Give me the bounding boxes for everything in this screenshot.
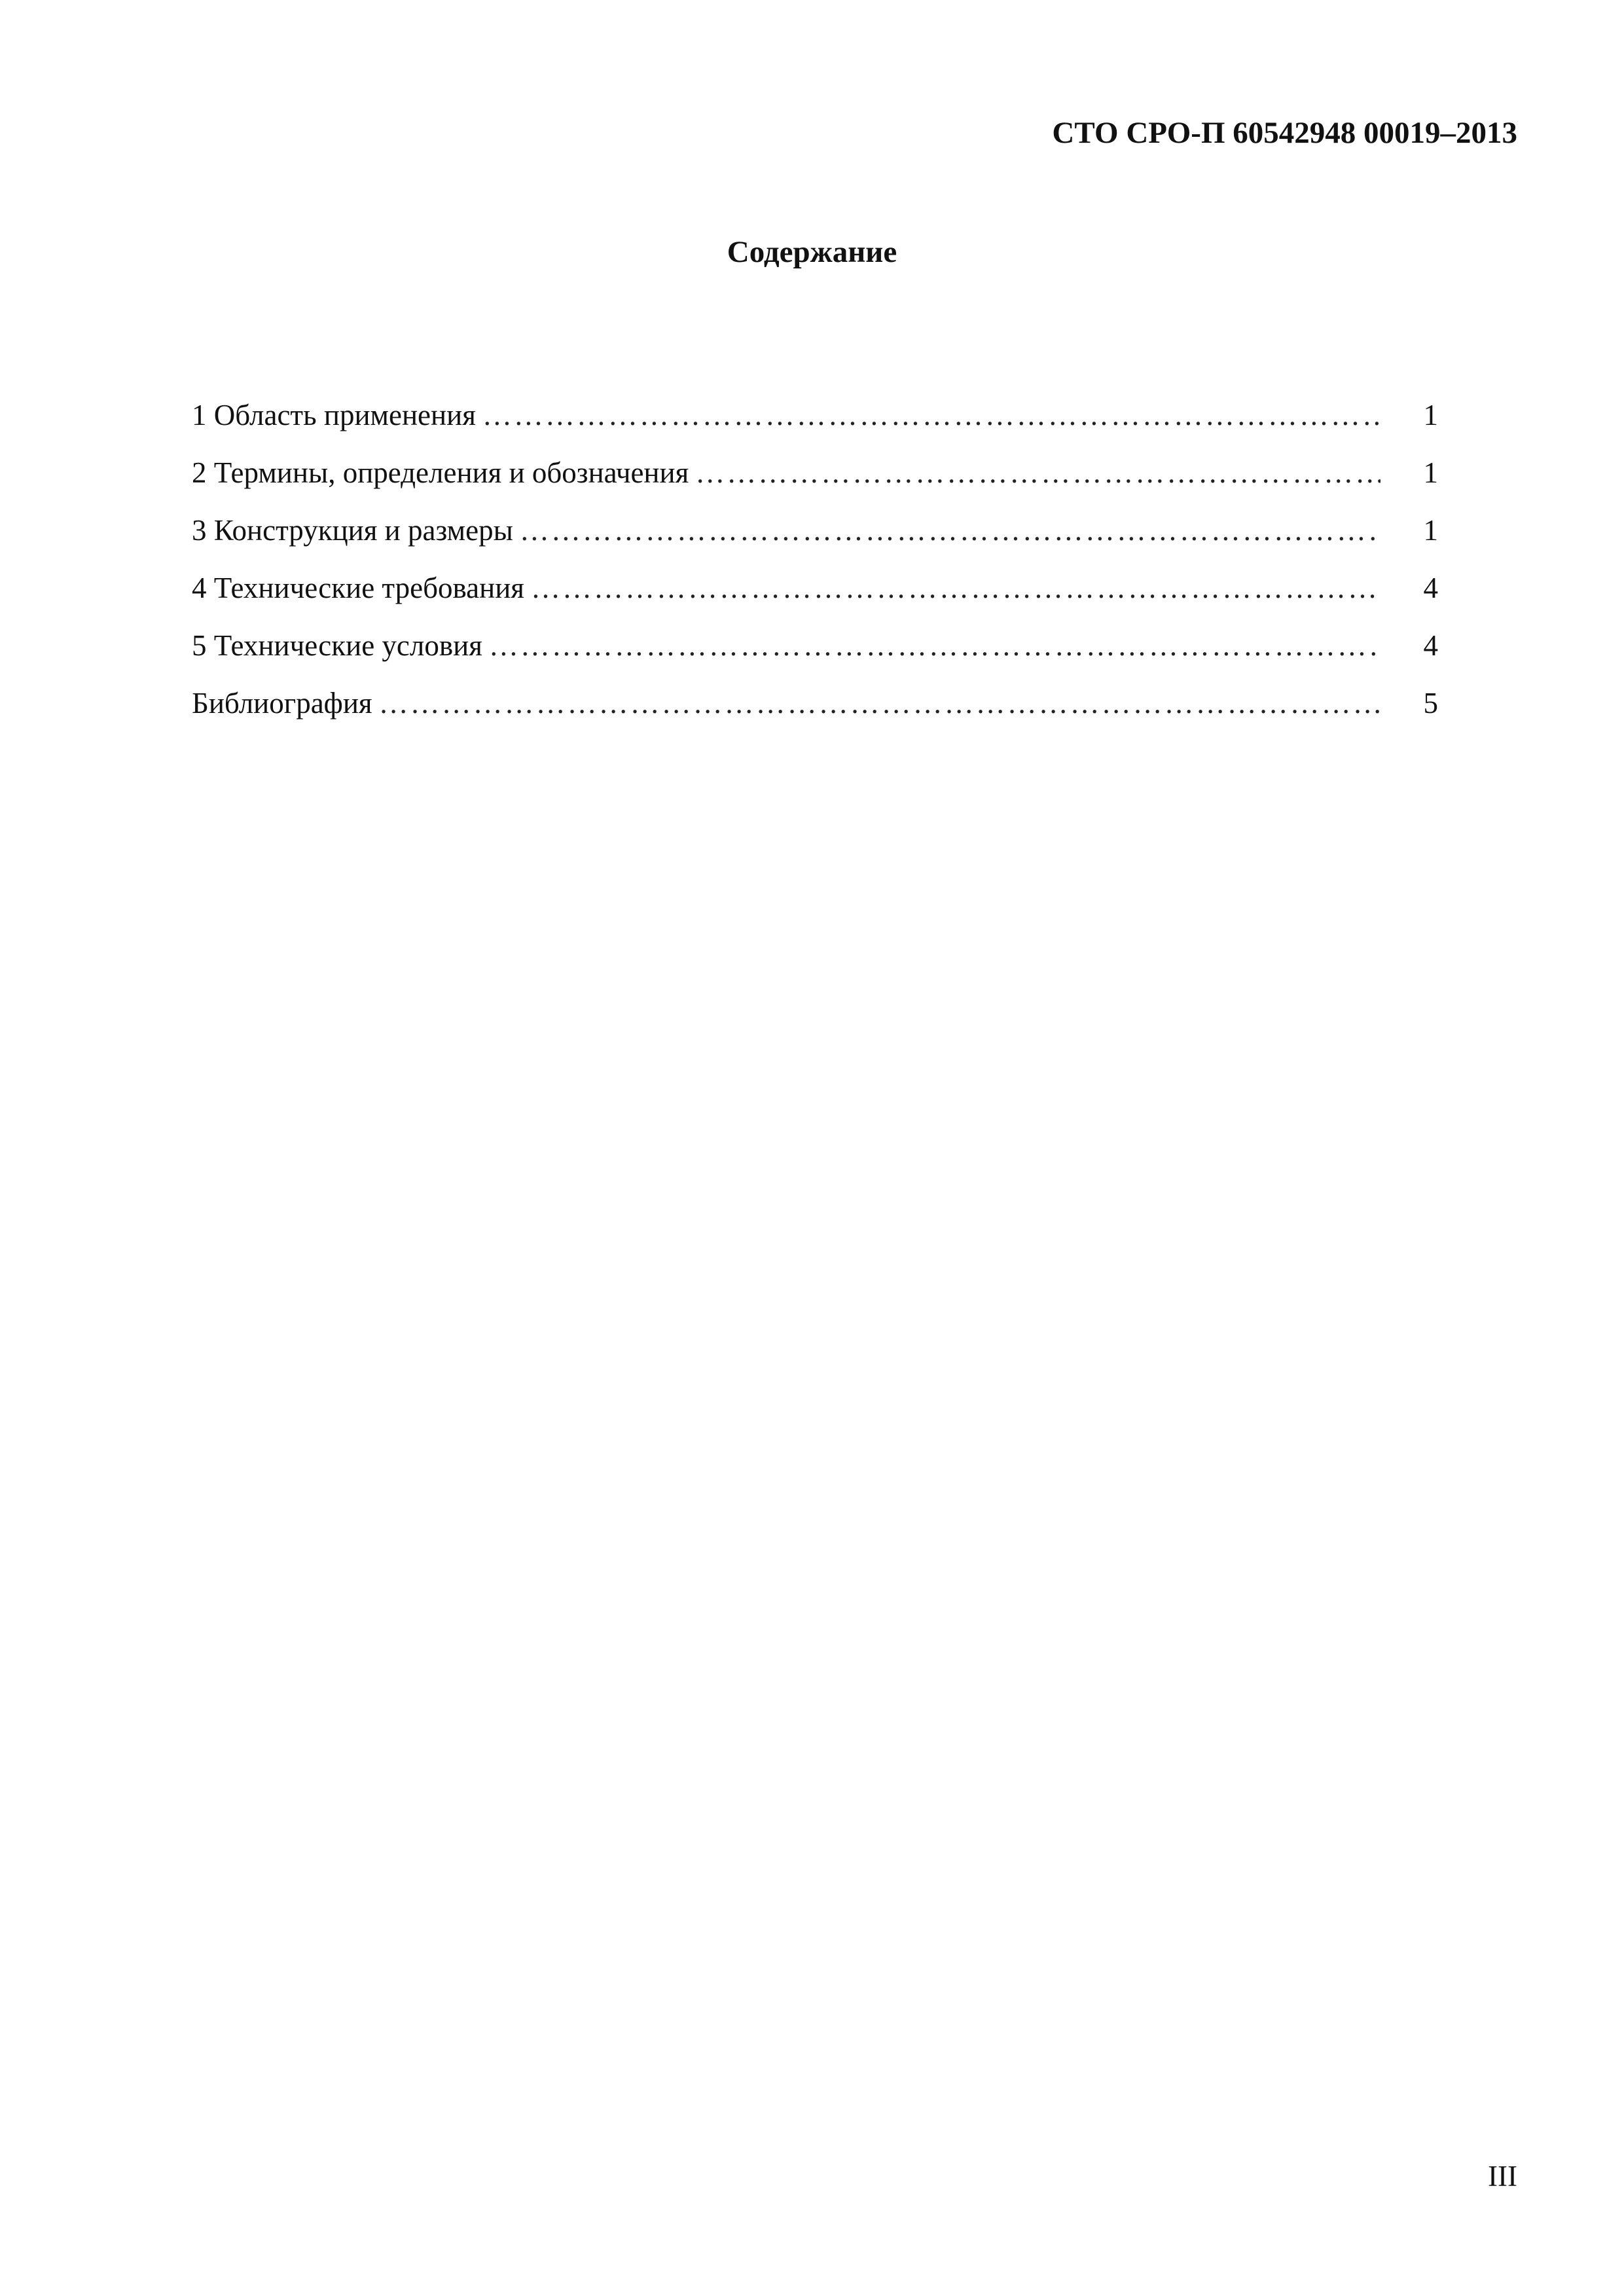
toc-list <box>192 401 1438 746</box>
toc-entry-page: 4 <box>1423 629 1438 662</box>
toc-entry-bibliography[interactable] <box>192 689 1438 746</box>
toc-entry-label: 2 Термины, определения и обозначения <box>192 456 689 489</box>
toc-entry-page: 5 <box>1423 687 1438 720</box>
toc-dot-leader <box>695 458 1380 488</box>
toc-entry-label: Библиография <box>192 687 372 720</box>
toc-dot-leader <box>482 401 1380 430</box>
toc-title: Содержание <box>727 235 897 269</box>
toc-entry-page: 1 <box>1423 514 1438 547</box>
toc-entry-terms[interactable] <box>192 458 1438 516</box>
toc-dot-leader <box>489 631 1380 661</box>
document-code: СТО СРО-П 60542948 00019–2013 <box>1052 116 1517 150</box>
toc-entry-design[interactable] <box>192 516 1438 574</box>
toc-entry-page: 1 <box>1423 456 1438 489</box>
toc-entry-label: 4 Технические требования <box>192 572 525 604</box>
toc-dot-leader <box>379 689 1380 718</box>
toc-entry-conditions[interactable] <box>192 631 1438 689</box>
toc-entry-page: 1 <box>1423 399 1438 431</box>
toc-entry-scope[interactable] <box>192 401 1438 458</box>
toc-entry-label: 3 Конструкция и размеры <box>192 514 513 547</box>
toc-entry-page: 4 <box>1423 572 1438 604</box>
toc-dot-leader <box>520 516 1380 545</box>
toc-entry-requirements[interactable] <box>192 574 1438 631</box>
toc-entry-label: 5 Технические условия <box>192 629 482 662</box>
toc-dot-leader <box>531 574 1380 603</box>
toc-entry-label: 1 Область применения <box>192 399 476 431</box>
page-number: III <box>1488 2160 1517 2193</box>
